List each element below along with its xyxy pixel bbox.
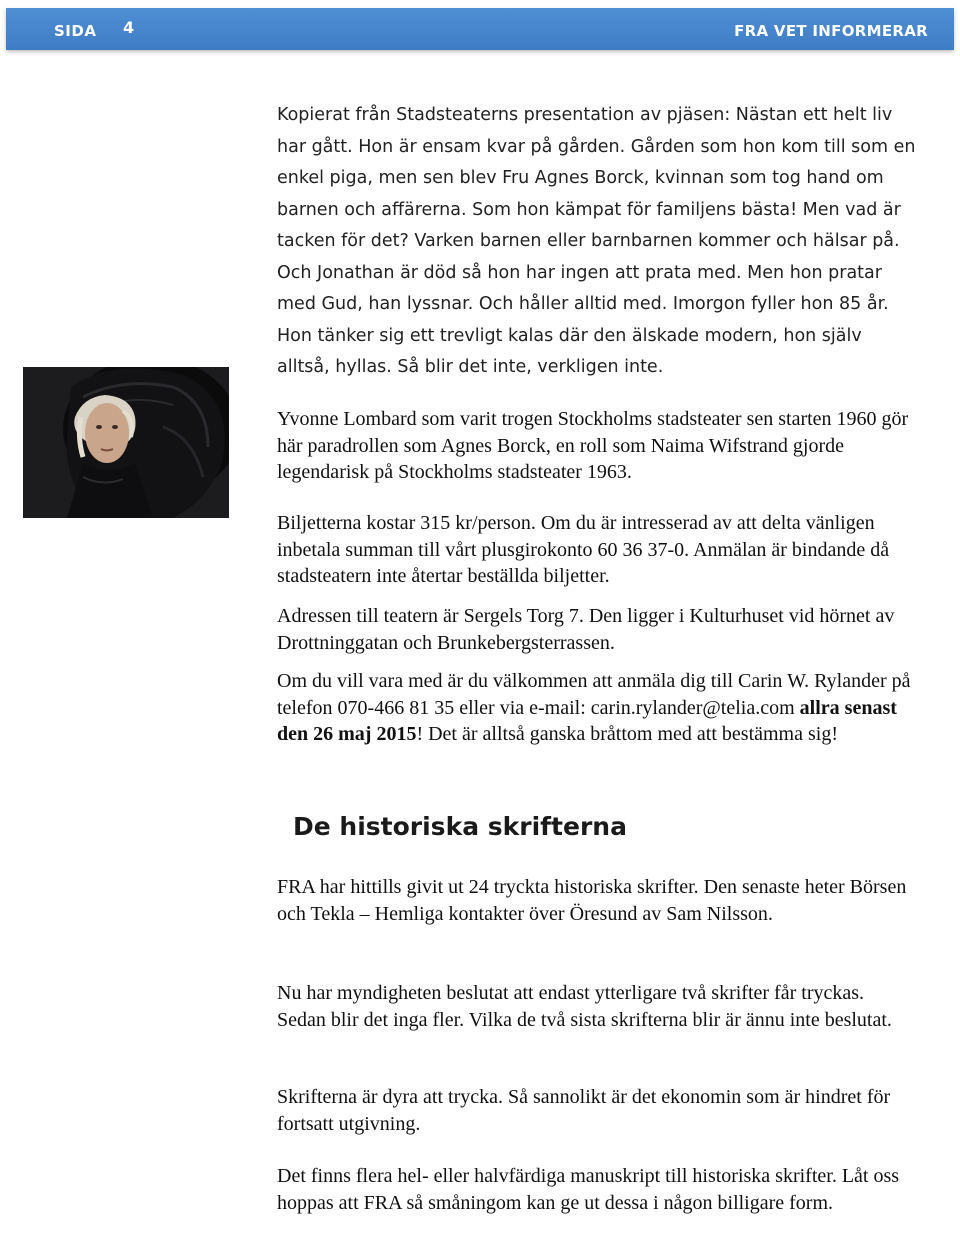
paragraph-manuscripts: Det finns flera hel- eller halvfärdiga manuskript till historiska skrifter. Låt oss hoppas att FRA så småningom kan ge ut dessa i någon billigare form. [277, 1165, 900, 1214]
actress-photo [23, 367, 229, 518]
paragraph-address: Adressen till teatern är Sergels Torg 7. Den ligger i Kulturhuset vid hörnet av Drottninggatan och Brunkebergsterrassen. [277, 605, 895, 654]
paragraph-tickets: Biljetterna kostar 315 kr/person. Om du är intresserad av att delta vänligen inbetala summan till vårt plusgirokonto 60 36 37-0. Anmälan är bindande då stadsteatern inte återtar beställda biljetter. [277, 512, 890, 587]
paragraph-registration [277, 668, 917, 748]
intro-text: Kopierat från Stadsteaterns presentation av pjäsen: Nästan ett helt liv har gått. Hon är ensam kvar på gården. Gården som hon kom till som en enkel piga, men sen blev Fru Agnes Borck, kvinnan som tog hand om barnen och affärerna. Som hon kämpat för familjens bästa! Men vad är tacken för det? Varken barnen eller barnbarnen kommer och hälsar på. Och Jonathan är död så hon har ingen att prata med. Men hon pratar med Gud, han lyssnar. Och håller alltid med. Imorgon fyller hon 85 år. Hon tänker sig ett trevligt kalas där den älskade modern, hon själv alltså, hyllas. Så blir det inte, verkligen inte. [277, 105, 916, 377]
paragraph-publications: FRA har hittills givit ut 24 tryckta historiska skrifter. Den senaste heter Börsen och Tekla – Hemliga kontakter över Öresund av Sam Nilsson. [277, 876, 907, 925]
page-number: 4 [123, 18, 135, 37]
section-heading: De historiska skrifterna [293, 812, 627, 841]
registration-text-end: ! Det är alltså ganska bråttom med att bestämma sig! [416, 723, 838, 745]
paragraph-actress: Yvonne Lombard som varit trogen Stockholms stadsteater sen starten 1960 gör här paradrollen som Agnes Borck, en roll som Naima Wifstrand gjorde legendarisk på Stockholms stadsteater 1963. [277, 408, 909, 483]
actress-photo-illustration [23, 367, 229, 518]
page-header [6, 8, 954, 50]
registration-text: Om du vill vara med är du välkommen att anmäla dig till Carin W. Rylander på telefon 070-466 81 35 eller via e-mail: carin.rylander@telia.com [277, 670, 911, 719]
paragraph-decision: Nu har myndigheten beslutat att endast ytterligare två skrifter får tryckas. Sedan blir det inga fler. Vilka de två sista skrifterna blir är ännu inte beslutat. [277, 982, 892, 1031]
paragraph-cost: Skrifterna är dyra att trycka. Så sannolikt är det ekonomin som är hindret för fortsatt utgivning. [277, 1086, 891, 1135]
registration-deadline: allra senast den 26 maj 2015 [277, 696, 897, 745]
section-label: SIDA [54, 22, 97, 40]
publication-title: FRA VET INFORMERAR [734, 22, 928, 40]
